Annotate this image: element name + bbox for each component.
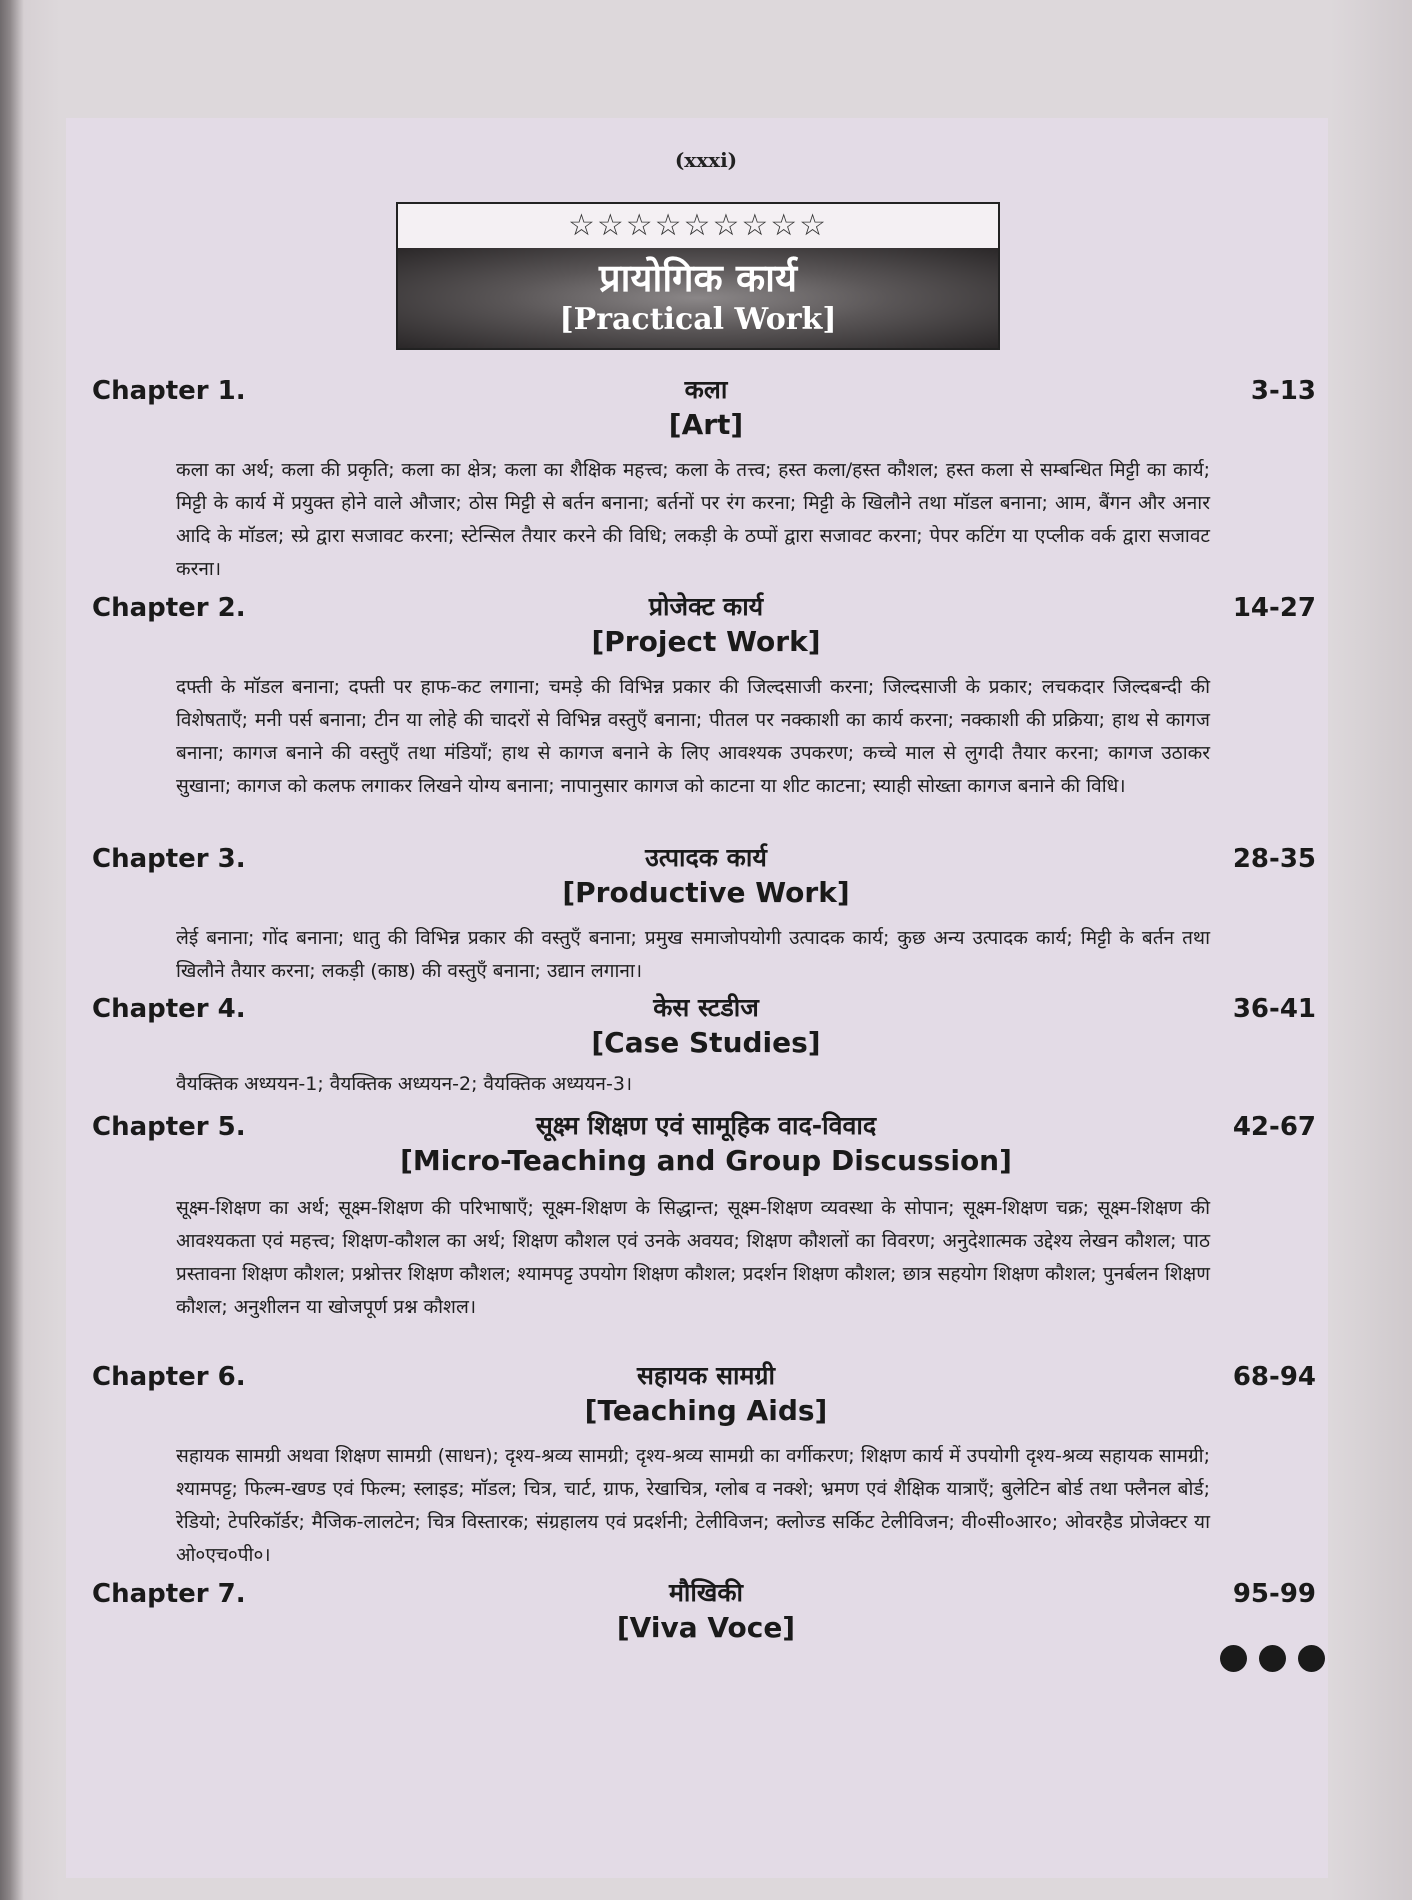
chapter-title xyxy=(0,374,1412,444)
chapter-title-english: [Micro-Teaching and Group Discussion] xyxy=(400,1144,1012,1177)
dot-icon xyxy=(1220,1645,1247,1672)
chapter-title-hindi: सहायक सामग्री xyxy=(637,1361,775,1390)
section-title-hindi: प्रायोगिक कार्य xyxy=(598,256,798,300)
chapter-title xyxy=(0,842,1412,912)
chapter-page-range: 42-67 xyxy=(1232,1112,1316,1142)
chapter-description: कला का अर्थ; कला की प्रकृति; कला का क्षेत्र; कला का शैक्षिक महत्त्व; कला के तत्त्व; हस्त कला/हस्त कौशल; हस्त कला से सम्बन्धित मिट्टी का कार्य; मिट्टी के कार्य में प्रयुक्त होने वाले औजार; ठोस मिट्टी से बर्तन बनाना; बर्तनों पर रंग करना; मिट्टी के खिलौने तथा मॉडल बनाना; आम, बैंगन और अनार आदि के मॉडल; स्प्रे द्वारा सजावट करना; स्टेन्सिल तैयार करने की विधि; लकड़ी के ठप्पों द्वारा सजावट करना; पेपर कटिंग या एप्लीक वर्क द्वारा सजावट करना। xyxy=(176,459,1210,580)
section-title-box xyxy=(396,202,1000,350)
chapter-title-english: [Teaching Aids] xyxy=(584,1394,828,1427)
page-number: (xxxi) xyxy=(674,148,738,172)
chapter-title-hindi: मौखिकी xyxy=(668,1578,744,1607)
chapter-page-range: 36-41 xyxy=(1232,994,1316,1024)
chapter-title xyxy=(0,1360,1412,1430)
dot-icon xyxy=(1298,1645,1325,1672)
chapter-title-english: [Case Studies] xyxy=(591,1026,821,1059)
chapter-description: वैयक्तिक अध्ययन-1; वैयक्तिक अध्ययन-2; वैयक्तिक अध्ययन-3। xyxy=(176,1073,633,1095)
chapter-description: लेई बनाना; गोंद बनाना; धातु की विभिन्न प्रकार की वस्तुएँ बनाना; प्रमुख समाजोपयोगी उत्पादक कार्य; कुछ अन्य उत्पादक कार्य; मिट्टी के बर्तन तथा खिलौने तैयार करना; लकड़ी (काष्ठ) की वस्तुएँ बनाना; उद्यान लगाना। xyxy=(176,927,1210,982)
chapter-label: Chapter 5. xyxy=(92,1112,246,1142)
chapter-title-hindi: सूक्ष्म शिक्षण एवं सामूहिक वाद-विवाद xyxy=(535,1111,877,1140)
chapter-label: Chapter 1. xyxy=(92,376,246,406)
chapter-title xyxy=(0,1110,1412,1180)
chapter-description: सूक्ष्म-शिक्षण का अर्थ; सूक्ष्म-शिक्षण की परिभाषाएँ; सूक्ष्म-शिक्षण के सिद्धान्त; सूक्ष्म-शिक्षण व्यवस्था के सोपान; सूक्ष्म-शिक्षण चक्र; सूक्ष्म-शिक्षण की आवश्यकता एवं महत्त्व; शिक्षण-कौशल का अर्थ; शिक्षण कौशल एवं उनके अवयव; शिक्षण कौशलों का विवरण; अनुदेशात्मक उद्देश्य लेखन कौशल; पाठ प्रस्तावना शिक्षण कौशल; प्रश्नोत्तर शिक्षण कौशल; श्यामपट्ट उपयोग शिक्षण कौशल; प्रदर्शन शिक्षण कौशल; छात्र सहयोग शिक्षण कौशल; पुनर्बलन शिक्षण कौशल; अनुशीलन या खोजपूर्ण प्रश्न कौशल। xyxy=(176,1197,1210,1318)
chapter-title-english: [Project Work] xyxy=(591,625,821,658)
chapter-title-english: [Productive Work] xyxy=(562,876,850,909)
section-title-banner xyxy=(398,248,998,348)
chapter-title-hindi: कला xyxy=(684,375,728,404)
chapter-label: Chapter 7. xyxy=(92,1579,246,1609)
section-title-english: [Practical Work] xyxy=(559,302,837,337)
chapter-title xyxy=(0,1577,1412,1647)
chapter-label: Chapter 4. xyxy=(92,994,246,1024)
chapter-label: Chapter 3. xyxy=(92,844,246,874)
chapter-page-range: 14-27 xyxy=(1232,593,1316,623)
chapter-title-hindi: प्रोजेक्ट कार्य xyxy=(648,592,764,621)
chapter-title-english: [Viva Voce] xyxy=(616,1611,796,1644)
chapter-description: सहायक सामग्री अथवा शिक्षण सामग्री (साधन); दृश्य-श्रव्य सामग्री; दृश्य-श्रव्य सामग्री का वर्गीकरण; शिक्षण कार्य में उपयोगी दृश्य-श्रव्य सहायक सामग्री; श्यामपट्ट; फिल्म-खण्ड एवं फिल्म; स्लाइड; मॉडल; चित्र, चार्ट, ग्राफ, रेखाचित्र, ग्लोब व नक्शे; भ्रमण एवं शैक्षिक यात्राएँ; बुलेटिन बोर्ड तथा फ्लैनल बोर्ड; रेडियो; टेपरिकॉर्डर; मैजिक-लालटेन; चित्र विस्तारक; संग्रहालय एवं प्रदर्शनी; टेलीविजन; क्लोज्ड सर्किट टेलीविजन; वी०सी०आर०; ओवरहैड प्रोजेक्टर या ओ०एच०पी०। xyxy=(176,1445,1210,1566)
chapter-label: Chapter 6. xyxy=(92,1362,246,1392)
chapter-title xyxy=(0,591,1412,661)
chapter-page-range: 28-35 xyxy=(1232,844,1316,874)
chapter-title-english: [Art] xyxy=(668,408,744,441)
dot-icon xyxy=(1259,1645,1286,1672)
chapter-page-range: 68-94 xyxy=(1232,1362,1316,1392)
chapter-title-hindi: केस स्टडीज xyxy=(653,993,759,1022)
chapter-title xyxy=(0,992,1412,1062)
chapter-label: Chapter 2. xyxy=(92,593,246,623)
end-ornament xyxy=(1220,1645,1325,1672)
chapter-page-range: 3-13 xyxy=(1250,376,1316,406)
chapter-description: दफ्ती के मॉडल बनाना; दफ्ती पर हाफ-कट लगाना; चमड़े की विभिन्न प्रकार की जिल्दसाजी करना; जिल्दसाजी के प्रकार; लचकदार जिल्दबन्दी की विशेषताएँ; मनी पर्स बनाना; टीन या लोहे की चादरों से विभिन्न वस्तुएँ बनाना; पीतल पर नक्काशी का कार्य करना; नक्काशी की प्रक्रिया; हाथ से कागज बनाना; कागज बनाने की वस्तुएँ तथा मंडियाँ; हाथ से कागज बनाने के लिए आवश्यक उपकरण; कच्चे माल से लुगदी तैयार करना; कागज उठाकर सुखाना; कागज को कलफ लगाकर लिखने योग्य बनाना; नापानुसार कागज को काटना या शीट काटना; स्याही सोख्ता कागज बनाने की विधि। xyxy=(176,676,1210,797)
star-decoration: ☆☆☆☆☆☆☆☆☆ xyxy=(398,204,998,248)
chapter-page-range: 95-99 xyxy=(1232,1579,1316,1609)
chapter-title-hindi: उत्पादक कार्य xyxy=(645,843,767,872)
